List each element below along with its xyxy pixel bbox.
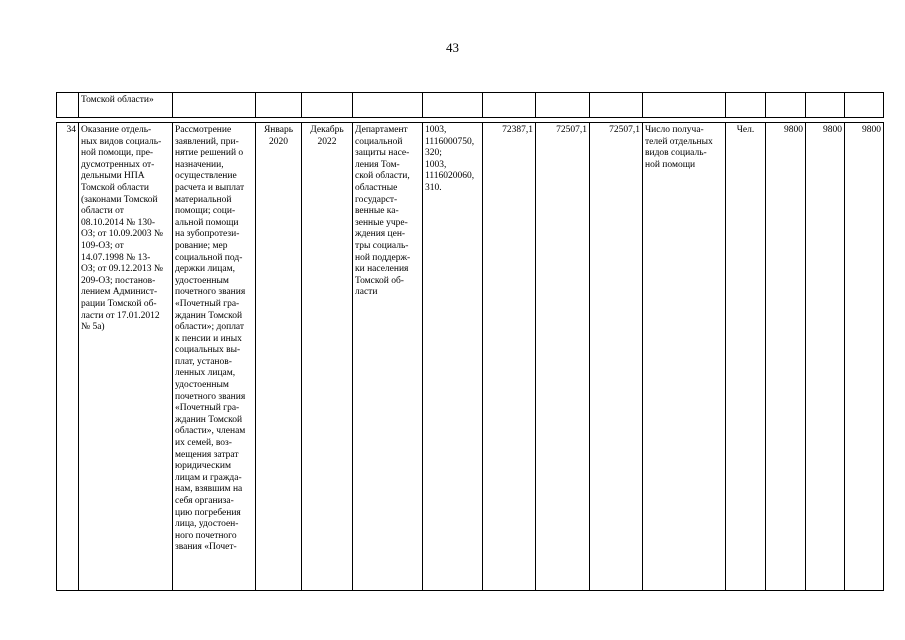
budget-codes: 1003, 1116000750, 320; 1003, 1116020060, 310. [423,123,483,591]
target-year-2: 9800 [806,123,845,591]
continuation-row [57,93,884,118]
funding-year-3: 72507,1 [590,123,643,591]
start-date: Январь 2020 [256,123,302,591]
continuation-text: Томской области» [79,93,173,118]
end-date: Декабрь 2022 [302,123,353,591]
funding-year-2: 72507,1 [536,123,590,591]
unit: Чел. [726,123,766,591]
executor: Департамент социальной защиты насе- ления Том- ской области, областные государст- венные ка- зенные учре- ждения цен- тры социаль- ной поддерж- ки населения Томской об- ласти [353,123,423,591]
measure-description: Рассмотрение заявлений, при- нятие решений о назначении, осуществление расчета и выплат материальной помощи; соци- альной помощи на зубопротези- рование; мер социальной под- держки лицам, удостоенным почетного звания «Почетный гра- жданин Томской области»; доплат к пенсии и иных социальных вы- плат, установ- ленных лицам, удостоенным почетного звания «Почетный гра- жданин Томской области», членам их семей, воз- мещения затрат юридическим лицам и гражда- нам, взявшим на себя организа- цию погребения лица, удостоен- ного почетного звания «Почет- [173,123,256,591]
indicator-name: Число получа- телей отдельных видов социаль- ной помощи [643,123,726,591]
cell-num-empty [57,93,79,118]
target-year-1: 9800 [766,123,806,591]
funding-year-1: 72387,1 [483,123,536,591]
table-row [57,123,884,591]
target-year-3: 9800 [845,123,884,591]
program-table [56,92,884,591]
measure-name: Оказание отдель- ных видов социаль- ной помощи, пре- дусмотренных от- дельными НПА Томской области (законами Томской области от 08.10.2014 № 130- ОЗ; от 10.09.2003 № 109-ОЗ; от 14.07.1998 № 13- ОЗ; от 09.12.2013 № 209-ОЗ; постанов- лением Админист- рации Томской об- ласти от 17.01.2012 № 5а) [79,123,173,591]
row-number: 34 [57,123,79,591]
page-number: 43 [446,40,459,55]
